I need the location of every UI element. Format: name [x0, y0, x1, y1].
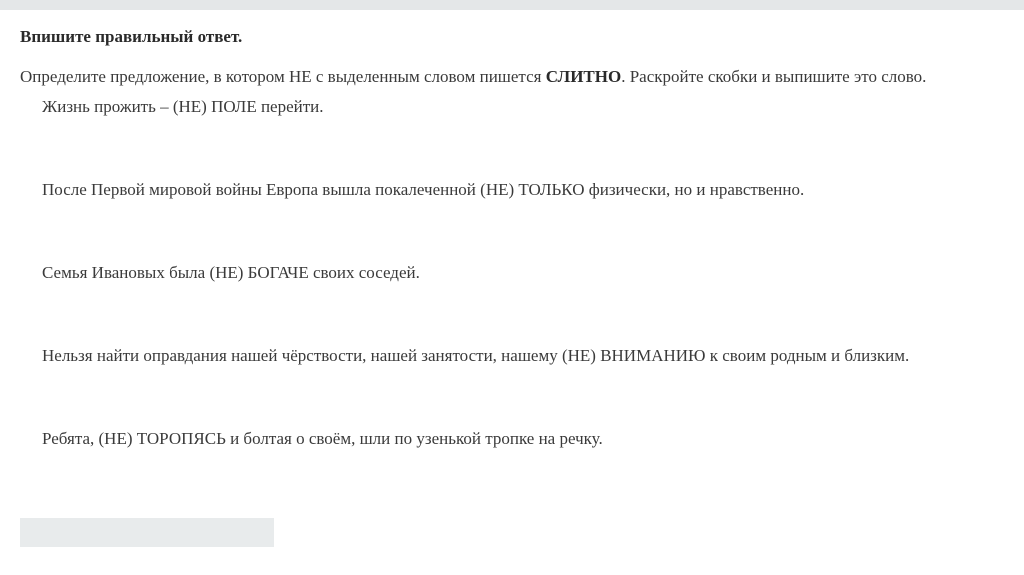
sentence-5: Ребята, (НЕ) ТОРОПЯСЬ и болтая о своём, шли по узенькой тропке на речку. — [42, 429, 603, 448]
question-text-after: . Раскройте скобки и выпишите это слово. — [621, 67, 927, 86]
answer-input[interactable] — [20, 518, 274, 547]
sentence-1: Жизнь прожить – (НЕ) ПОЛЕ перейти. — [42, 97, 324, 116]
task-question — [20, 67, 926, 87]
question-highlight: СЛИТНО — [545, 67, 622, 86]
question-text-before: Определите предложение, в котором НЕ с выделенным словом пишется — [20, 67, 546, 86]
top-bar — [0, 0, 1024, 10]
task-instruction: Впишите правильный ответ. — [20, 27, 243, 46]
sentence-4: Нельзя найти оправдания нашей чёрствости, нашей занятости, нашему (НЕ) ВНИМАНИЮ к своим родным и близким. — [42, 346, 910, 365]
sentence-3: Семья Ивановых была (НЕ) БОГАЧЕ своих соседей. — [42, 263, 420, 282]
sentence-2: После Первой мировой войны Европа вышла покалеченной (НЕ) ТОЛЬКО физически, но и нравственно. — [42, 180, 805, 199]
